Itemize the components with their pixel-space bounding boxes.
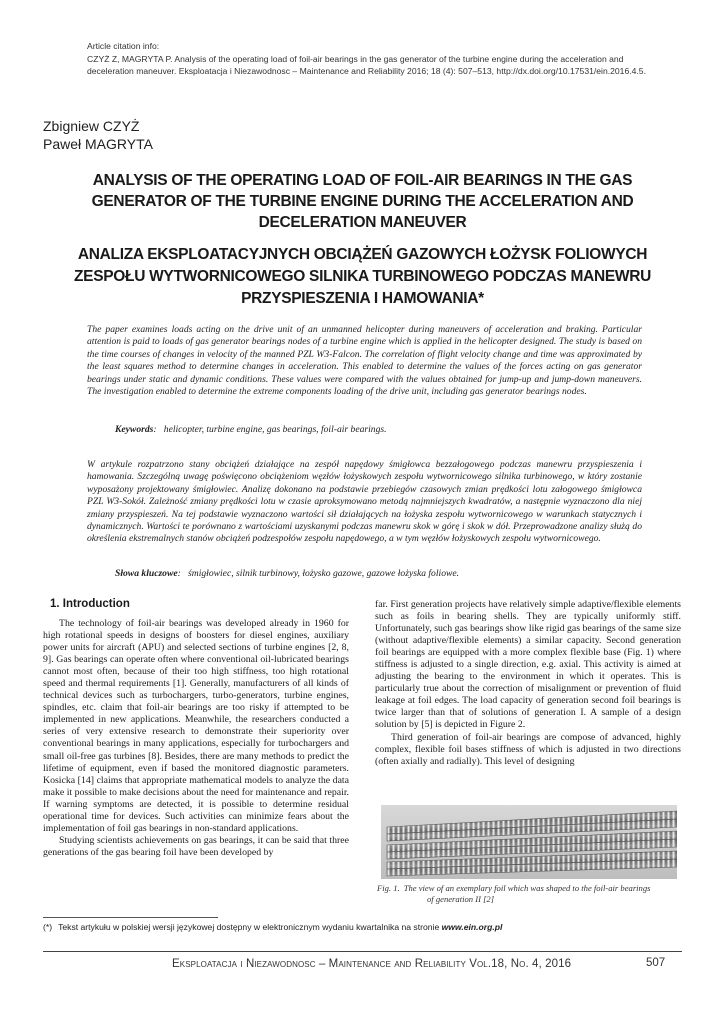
keywords-text-pl: śmigłowiec, silnik turbinowy, łożysko gazowe, gazowe łożyska foliowe. (188, 568, 460, 579)
keywords-polish: Słowa kluczowe: śmigłowiec, silnik turbinowy, łożysko gazowe, gazowe łożyska foliowe. (115, 568, 460, 579)
title-english: ANALYSIS OF THE OPERATING LOAD OF FOIL-AIR BEARINGS IN THE GAS GENERATOR OF THE TURBINE ENGINE DURING THE ACCELERATION AND DECELERATION MANEUVER (91, 172, 634, 231)
author-name: Zbigniew CZYŻ (43, 118, 140, 134)
citation-label: Article citation info: (87, 41, 160, 51)
body-column-right (375, 599, 681, 768)
title-polish: ANALIZA EKSPLOATACYJNYCH OBCIĄŻEŃ GAZOWYCH ŁOŻYSK FOLIOWYCH ZESPOŁU WYTWORNICOWEGO SILNIKA TURBINOWEGO PODCZAS MANEWRU PRZYSPIESZENIA I HAMOWANIA* (73, 246, 652, 307)
figure-caption-line: The view of an exemplary foil which was shaped to the foil-air bearings (403, 883, 651, 893)
figure-foil-photo (381, 805, 677, 879)
abstract-english: The paper examines loads acting on the drive unit of an unmanned helicopter during maneuvers of acceleration and braking. Particular attention is paid to loads of gas generator bearings nodes of a turbine engine which is applied in the helicopter designed. The study is based on the time courses of changes in velocity of the manned PZL W3-Falcon. The correlation of flight velocity change and time was approximated by the least squares method to determine changes in acceleration. This enabled to determine the values of the forces acting on gas generator bearings under static and dynamic conditions. These values were compared with the values obtained for jump-up and jump-down maneuvers. The investigation enabled to determine the extreme components loading of the drive unit, including gas generator bearings nodes. (87, 324, 642, 398)
abstract-polish: W artykule rozpatrzono stany obciążeń działające na zespół napędowy śmigłowca bezzałogowego podczas manewru przyspieszenia i hamowania. Szczególną uwagę poświęcono obciążeniom węzłów łożyskowych zespołu wytwornicowego silnika turbinowego, w który zostanie wyposażony projektowany śmigłowiec. Analizę dokonano na podstawie przebiegów czasowych zmian prędkości lotu załogowego śmigłowca PZL W3-Sokół. Zależność zmiany prędkości lotu w czasie aproksymowano metodą najmniejszych kwadratów, a następnie wyznaczono dla niej zmiany przyspieszeń. Na tej podstawie wyznaczono wartości sił działających na łożyska zespołu wytwornicowego w warunkach statycznych i dynamicznych. Wartości te porównano z wartościami uzyskanymi podczas manewru skok w górę i skok w dół. Przeprowadzone analizy służą do określenia ekstremalnych stanów obciążeń podzespołów zespołu napędowego, a w tym węzłów łożyskowych zespołu wytwornicowego. (87, 459, 642, 545)
keywords-label: Keywords (115, 424, 154, 435)
footnote (43, 922, 643, 933)
citation-block (87, 40, 647, 77)
footnote-text: Tekst artykułu w polskiej wersji językowej dostępny w elektronicznym wydaniu kwartalnika na stronie (58, 922, 440, 932)
body-column-left (43, 618, 349, 859)
page-number: 507 (646, 957, 666, 969)
keywords-text: helicopter, turbine engine, gas bearings, foil-air bearings. (163, 424, 387, 435)
body-paragraph: far. First generation projects have relatively simple adaptive/flexible elements such as foils in bearing shells. They are typically uniformly stiff. Unfortunately, such gas bearings show like rigid gas bearings of the same size (without adaptive/flexible elements) a similar capacity. Second generation foil bearings are equipped with a more complex flexible base (Fig. 1) where stiffness is adjusted to a single direction, e.g. axial. This activity is aimed at adjusting the bearing to the environment in which it operates. This is particularly true about the correction of misalignment or prevention of fluid leakage at foil edges. The load capacity of generation second foil bearings is twice larger than that of solutions of generation I. A sample of a design solution by [5] is depicted in Figure 2. (375, 599, 681, 731)
section-heading: 1. Introduction (50, 598, 130, 610)
footer-divider (43, 951, 682, 952)
citation-text: CZYŻ Z, MAGRYTA P. Analysis of the operating load of foil-air bearings in the gas generator of the turbine engine during the acceleration and deceleration maneuver. Eksploatacja i Niezawodnosc – Maintenance and Reliability 2016; 18 (4): 507–513, http://dx.doi.org/10.17531/ein.2016.4.5. (87, 54, 646, 76)
footnote-divider (43, 917, 218, 918)
body-paragraph: Third generation of foil-air bearings are compose of advanced, highly complex, flexible foil bases stiffness of which is adjusted in two directions (often axially and radially). This level of designing (375, 731, 681, 767)
footnote-link[interactable]: www.ein.org.pl (441, 922, 503, 932)
body-paragraph: Studying scientists achievements on gas bearings, it can be said that three generations of the gas bearing foil have been developed by (43, 834, 349, 858)
foil-strip-image (381, 805, 677, 879)
figure-caption-line: of generation II [2] (427, 893, 495, 904)
author-list (43, 117, 153, 153)
figure-number: Fig. 1. (377, 883, 400, 893)
keywords-english: Keywords: helicopter, turbine engine, gas bearings, foil-air bearings. (115, 424, 387, 435)
footnote-mark: (*) (43, 922, 53, 932)
journal-footer: Eksploatacja i Niezawodnosc – Maintenance and Reliability Vol.18, No. 4, 2016 (172, 958, 572, 970)
author-name: Paweł MAGRYTA (43, 136, 153, 152)
keywords-label-pl: Słowa kluczowe (115, 568, 178, 579)
figure-caption (377, 883, 682, 904)
body-paragraph: The technology of foil-air bearings was developed already in 1960 for high rotational speeds in designs of boosters for diesel engines, auxiliary power units for aircraft (APU) and selected sections of turbine engines [2, 8, 9]. Gas bearings can operate often where conventional oil-lubricated bearings cannot most often, because of their too high stiffness, too high rotational speed and thermal requirements [1]. Generally, manufacturers of all kinds of technical devices such as turbochargers, turbo-generators, turbine engines, spindles, etc. claim that foil-air bearings are too risky if attempted to be implemented in new applications. Meanwhile, the researchers conducted a series of very extensive research to demonstrate their superiority over conventional bearings in many applications, especially for turbochargers and small oil-free gas turbines [8]. Besides, there are many methods to predict the lifetime of equipment, even if based the monitored diagnostic parameters. Kosicka [14] claims that appropriate mathematical models to analyze the data make it possible to make decisions about the need for maintenance and repair. If warning symptoms are detected, it is possible to determine residual operational time for devices. Such activities can minimize fears about the implementation of foil gas bearings in non-standard applications. (43, 618, 349, 834)
